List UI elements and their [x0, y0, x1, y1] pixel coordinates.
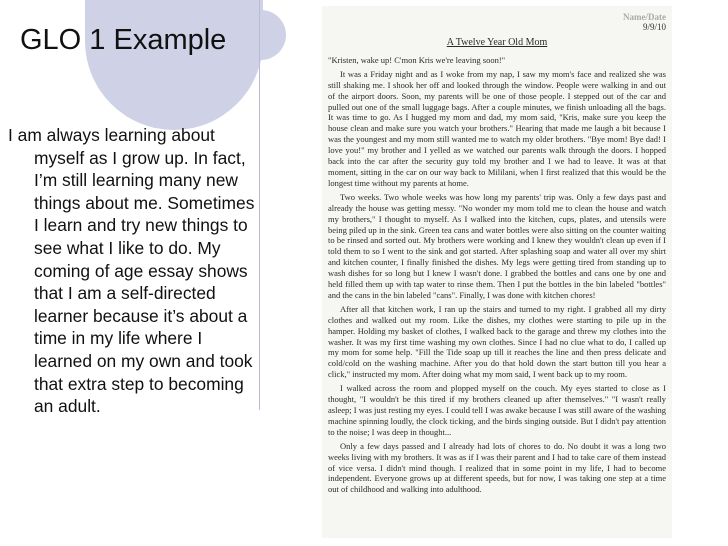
essay-header	[328, 12, 666, 32]
decorative-circle-small	[236, 10, 286, 60]
decorative-circle-large	[85, 0, 263, 130]
slide-body-text: I am always learning about myself as I grow up. In fact, I’m still learning many new things about me. Sometimes I learn and try new things to see what I like to do. My coming of age essay shows that I am a self-directed learner because it’s about a time in my life where I learned on my own and took that extra step to becoming an adult.	[8, 125, 255, 417]
essay-name-line: Name/Date	[623, 12, 666, 22]
slide-title: GLO 1 Example	[20, 24, 227, 56]
essay-paragraph: Two weeks. Two whole weeks was how long my parents' trip was. Only a few days past and already the house was getting messy. "No wonder my mom told me to clean the house and watch my brothers," I thought to myself. As I walked into the kitchen, cups, plates, and utensils were being piled up in the sink. Green tea cans and water bottles were also sitting on the counter waiting to be rinsed and sorted out. My brothers were working and I knew they wouldn't clean up even if I told them to so I went to the sink and got started. After splashing soap and water all over my shirt and kitchen counter, I finally finished the dishes. My legs were getting tired from standing up to wash dishes for so long but I knew I wasn't done. I grabbed the bottles and cans one by one and held filled them up with tap water to rinse them. Then I put the bottles in the bin labeled "bottles" and the cans in the bin labeled "cans". Finally, I was done with kitchen chores!	[328, 191, 666, 300]
essay-paragraph: Only a few days passed and I already had lots of chores to do. No doubt it was a long two weeks living with my brothers. It was as if I was their parent and I had to take care of them instead of vice versa. I didn't mind though. I realized that in some point in my life, I had to become independent. Everyone grows up at different speeds, but for now, I was taking one step at a time out of childhood and walking into adulthood.	[328, 440, 666, 495]
essay-paragraph: I walked across the room and plopped myself on the couch. My eyes started to close as I thought, "I wouldn't be this tired if my brothers cleaned up after themselves." "I wasn't really asleep; I was just resting my eyes. I could tell I was awake because I was still aware of the washing machine spinning loudly, the clock ticking, and the birds singing outside. But I didn't pay attention to the noise; I was deep in thought...	[328, 383, 666, 437]
essay-paragraph: "Kristen, wake up! C'mon Kris we're leaving soon!"	[328, 54, 506, 65]
essay-paragraph: It was a Friday night and as I woke from my nap, I saw my mom's face and realized she was still shaking me. I shook her off and looked through the window. People were walking in and out of the airport doors. Soon, my parents will be one of those people. I stepped out of the car and pulled out one of the small luggage bags. After a couple minutes, we finish unloading all the bags. It was time to go. As I hugged my mom and dad, my mom said, "Kris, make sure you keep the house clean and make sure you watch your brothers." Hearing that made me laugh a bit because I was the youngest and my mom still wanted me to watch my older brothers. "Bye mom! Bye dad! I love you!" my brother and I yelled as we watched our parents walk through the doors. I hopped back into the car after the security guy told my brother and I we had to leave. It was at that moment, sitting in the car on our way back to Mililani, when I first realized that this would be the longest time without my parents at home.	[328, 68, 666, 188]
essay-scan-image	[322, 6, 672, 538]
essay-paragraph: After all that kitchen work, I ran up the stairs and turned to my right. I grabbed all my dirty clothes and walked out my room. Like the dishes, my clothes were starting to pile up in the hamper. Holding my basket of clothes, I walked back to the garage and threw my clothes into the washer. It was my first time washing my own clothes. Since I had no clue what to do, I called up my mom for some help. "Fill the Tide soap up till it reaches the line and then press delicate and cold/cold on the washing machine. After you do that hold down the start button till you hear a click," instructed my mom. After doing what my mom said, I went back up to my room.	[328, 303, 666, 380]
essay-date: 9/9/10	[642, 22, 666, 32]
essay-title: A Twelve Year Old Mom	[446, 37, 548, 48]
